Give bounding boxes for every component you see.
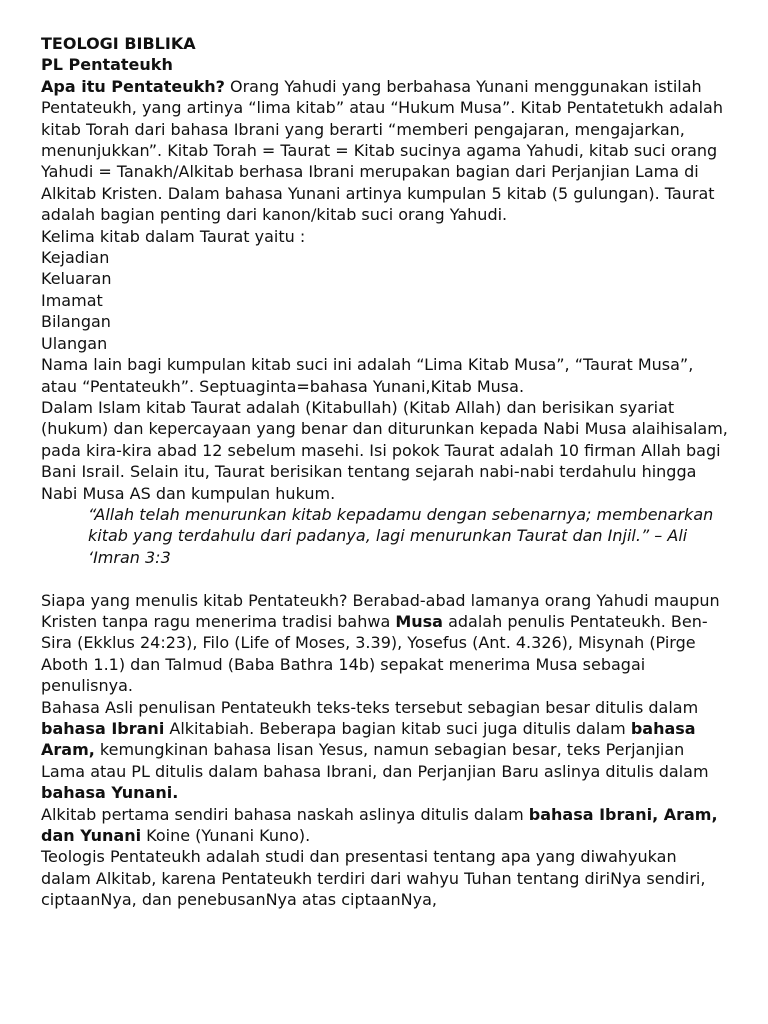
- quote-ali-imran: “Allah telah menurunkan kitab kepadamu dengan sebenarnya; membenarkan kitab yang terdahulu dari padanya, lagi menurunkan Taurat dan Injil.” – Ali ‘Imran 3:3: [88, 504, 714, 567]
- paragraph-intro: [41, 76, 731, 226]
- book-list-item: Kejadian: [41, 248, 110, 268]
- paragraph-author: [41, 590, 731, 697]
- book-list-intro: Kelima kitab dalam Taurat yaitu :: [41, 226, 306, 246]
- paragraph-language-bold: bahasa Ibrani: [41, 718, 165, 738]
- paragraph-first-bible-text: Koine (Yunani Kuno).: [141, 826, 311, 846]
- paragraph-language-text: kemungkinan bahasa lisan Yesus, namun sebagian besar, teks Perjanjian Lama atau PL ditulis dalam bahasa Ibrani, dan Perjanjian Baru aslinya ditulis dalam: [41, 740, 709, 781]
- book-list-item: Keluaran: [41, 269, 112, 289]
- paragraph-author-bold: Musa: [395, 611, 443, 631]
- paragraph-language-text: Bahasa Asli penulisan Pentateukh teks-teks tersebut sebagian besar ditulis dalam: [41, 697, 699, 717]
- paragraph-theology: Teologis Pentateukh adalah studi dan presentasi tentang apa yang diwahyukan dalam Alkitab, karena Pentateukh terdiri dari wahyu Tuhan tentang diriNya sendiri, ciptaanNya, dan penebusanNya atas ciptaanNya,: [41, 847, 706, 910]
- book-list-item: Bilangan: [41, 312, 111, 332]
- book-list-item: Ulangan: [41, 333, 108, 353]
- paragraph-other-names: Nama lain bagi kumpulan kitab suci ini adalah “Lima Kitab Musa”, “Taurat Musa”, atau “Pentateukh”. Septuaginta=bahasa Yunani,Kitab Musa.: [41, 355, 694, 396]
- paragraph-author-text: adalah penulis Pentateukh. Ben-Sira (Ekklus 24:23), Filo (Life of Moses, 3.39), Yosefus (Ant. 4.326), Misynah (Pirge Aboth 1.1) dan Talmud (Baba Bathra 14b) sepakat menerima Musa sebagai penulisnya.: [41, 611, 708, 696]
- paragraph-first-bible-text: Alkitab pertama sendiri bahasa naskah aslinya ditulis dalam: [41, 804, 529, 824]
- paragraph-islam: Dalam Islam kitab Taurat adalah (Kitabullah) (Kitab Allah) dan berisikan syariat (hukum) dan kepercayaan yang benar dan diturunkan kepada Nabi Musa alaihisalam, pada kira-kira abad 12 sebelum masehi. Isi pokok Taurat adalah 10 firman Allah bagi Bani Israil. Selain itu, Taurat berisikan tentang sejarah nabi-nabi terdahulu hingga Nabi Musa AS dan kumpulan hukum.: [41, 397, 728, 503]
- paragraph-intro-text: Orang Yahudi yang berbahasa Yunani menggunakan istilah Pentateukh, yang artinya “lima kitab” atau “Hukum Musa”. Kitab Pentatetukh adalah kitab Torah dari bahasa Ibrani yang berarti “memberi pengajaran, mengajarkan, menunjukkan”. Kitab Torah = Taurat = Kitab sucinya agama Yahudi, kitab suci orang Yahudi = Tanakh/Alkitab berhasa Ibrani merupakan bagian dari Perjanjian Lama di Alkitab Kristen. Dalam bahasa Yunani artinya kumpulan 5 kitab (5 gulungan). Taurat adalah bagian penting dari kanon/kitab suci orang Yahudi.: [41, 76, 723, 225]
- blank-line: [41, 568, 731, 589]
- paragraph-first-bible: [41, 804, 731, 847]
- paragraph-language-bold: bahasa Yunani.: [41, 783, 179, 803]
- paragraph-language-bold: bahasa Aram,: [41, 718, 696, 760]
- paragraph-first-bible-bold: bahasa Ibrani, Aram, dan Yunani: [41, 804, 718, 846]
- paragraph-language-text: Alkitabiah. Beberapa bagian kitab suci juga ditulis dalam: [164, 718, 631, 738]
- document-page: [41, 33, 731, 911]
- paragraph-language: [41, 697, 731, 804]
- document-subtitle: PL Pentateukh: [41, 55, 173, 75]
- paragraph-intro-lead: Apa itu Pentateukh?: [41, 76, 225, 96]
- paragraph-author-text: Siapa yang menulis kitab Pentateukh? Berabad-abad lamanya orang Yahudi maupun Kristen tanpa ragu menerima tradisi bahwa: [41, 590, 720, 631]
- book-list-item: Imamat: [41, 290, 103, 310]
- document-title: TEOLOGI BIBLIKA: [41, 34, 196, 53]
